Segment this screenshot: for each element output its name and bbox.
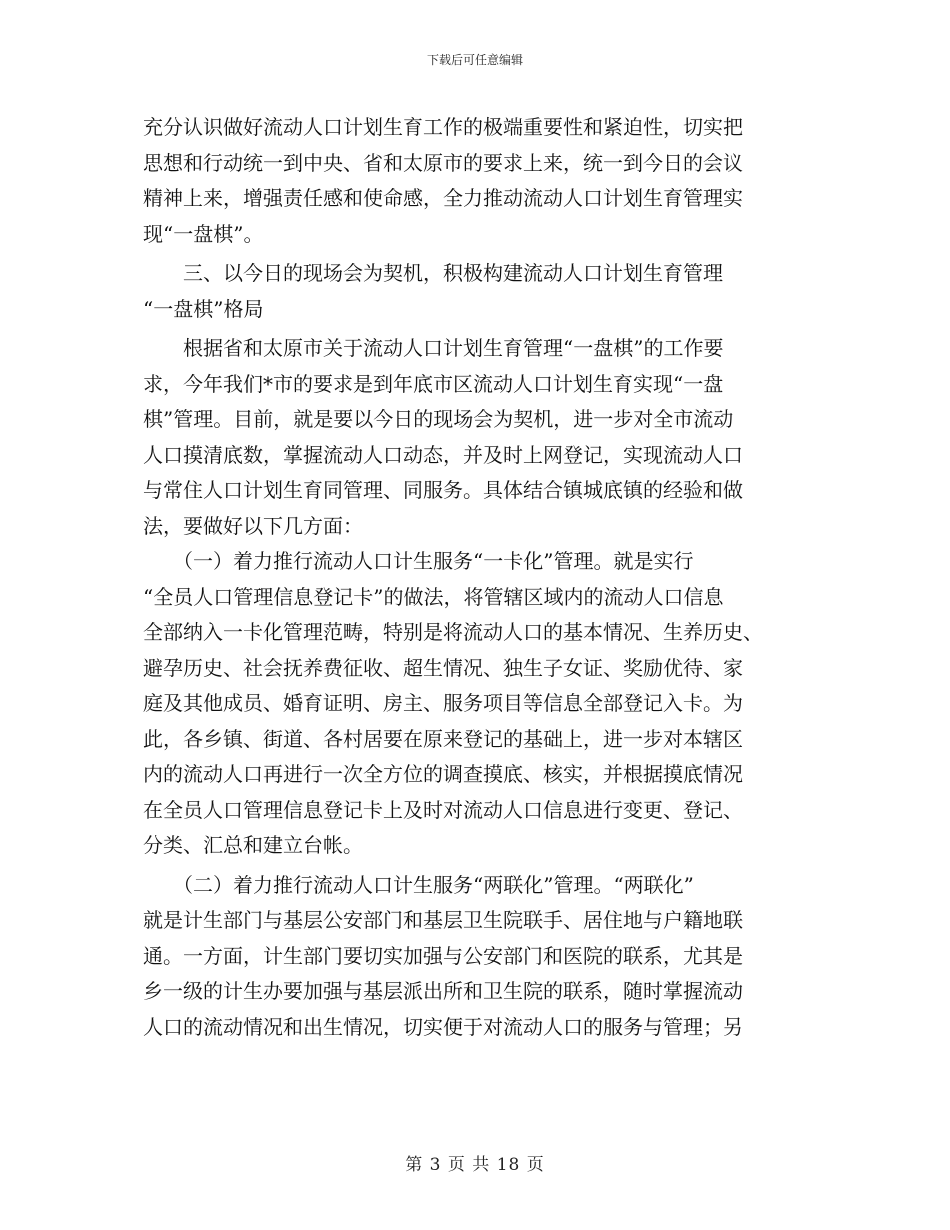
text-line: 在全员人口管理信息登记卡上及时对流动人口信息进行变更、登记、 [143, 797, 743, 822]
text-line: 精神上来，增强责任感和使命感，全力推动流动人口计划生育管理实 [143, 186, 743, 210]
text-line: 棋”管理。目前，就是要以今日的现场会为契机，进一步对全市流动 [143, 407, 734, 431]
text-line: 乡一级的计生办要加强与基层派出所和卫生院的联系，随时掌握流动 [143, 979, 743, 1003]
text-line: 思想和行动统一到中央、省和太原市的要求上来，统一到今日的会议 [143, 150, 743, 175]
text-line: 人口的流动情况和出生情况，切实便于对流动人口的服务与管理；另 [143, 1014, 743, 1039]
text-line: 根据省和太原市关于流动人口计划生育管理“一盘棋”的工作要 [143, 336, 724, 360]
page-footer: 第 3 页 共 18 页 [405, 1155, 545, 1175]
text-line: 与常住人口计划生育同管理、同服务。具体结合镇城底镇的经验和做 [143, 478, 743, 502]
text-line: 人口摸清底数，掌握流动人口动态，并及时上网登记，实现流动人口 [143, 442, 743, 467]
text-line: 充分认识做好流动人口计划生育工作的极端重要性和紧迫性，切实把 [143, 115, 743, 139]
text-line: （二）着力推行流动人口计生服务“两联化”管理。“两联化” [143, 872, 694, 897]
text-line: 通。一方面，计生部门要切实加强与公安部门和医院的联系，尤其是 [143, 943, 743, 968]
text-line: 求，今年我们*市的要求是到年底市区流动人口计划生育实现“一盘 [143, 371, 724, 396]
text-line: 庭及其他成员、婚育证明、房主、服务项目等信息全部登记入卡。为 [143, 691, 743, 715]
text-line: 内的流动人口再进行一次全方位的调查摸底、核实，并根据摸底情况 [143, 762, 743, 786]
page-header: 下载后可任意编辑 [426, 53, 523, 67]
section-heading-line: “一盘棋”格局 [143, 296, 264, 321]
section-heading-line: 三、以今日的现场会为契机，积极构建流动人口计划生育管理 [143, 261, 723, 285]
document-body [143, 110, 823, 1045]
text-line: 分类、汇总和建立台帐。 [143, 833, 363, 857]
text-line: 避孕历史、社会抚养费征收、超生情况、独生子女证、奖励优待、家 [143, 655, 743, 680]
text-line: （一）着力推行流动人口计生服务“一卡化”管理。就是实行 [143, 549, 694, 573]
text-line: 法，要做好以下几方面： [143, 513, 363, 538]
text-line: 全部纳入一卡化管理范畴，特别是将流动人口的基本情况、生养历史、 [143, 620, 763, 644]
text-line: 此，各乡镇、街道、各村居要在原来登记的基础上，进一步对本辖区 [143, 726, 743, 751]
text-line: 现“一盘棋”。 [143, 221, 264, 246]
text-line: “全员人口管理信息登记卡”的做法，将管辖区域内的流动人口信息 [143, 584, 724, 609]
text-line: 就是计生部门与基层公安部门和基层卫生院联手、居住地与户籍地联 [143, 908, 743, 932]
